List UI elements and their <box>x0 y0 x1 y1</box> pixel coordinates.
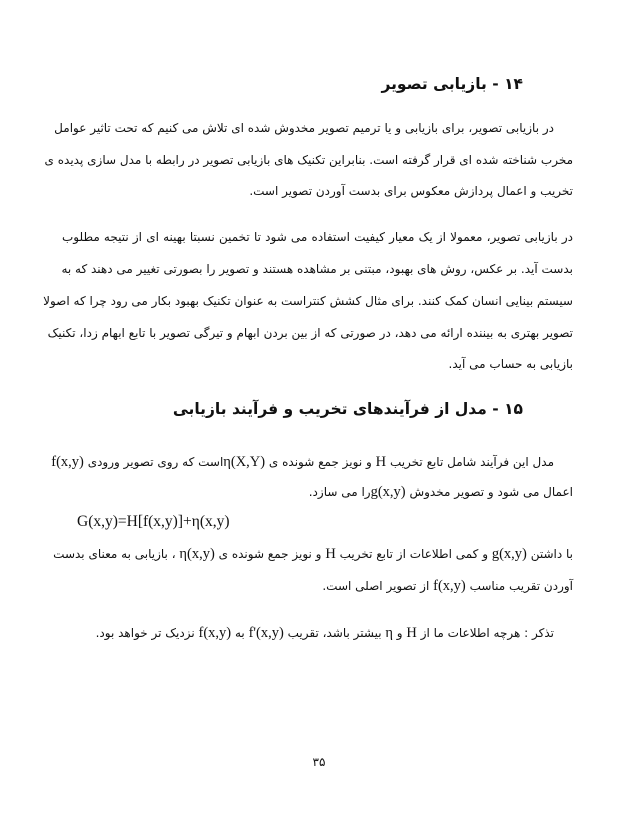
symbol-eta: η <box>385 625 393 641</box>
symbol-eta-xy: η(X,Y) <box>223 454 266 470</box>
text-fragment: را می سازد. <box>308 485 371 499</box>
section-15-p1-line-1 <box>51 454 554 470</box>
section-14-p2-line-3: سیستم بینایی انسان کمک کنند. برای مثال کشش کنتراست به عنوان تکنیک بهبود بکار می رود چرا که اصولا <box>43 294 573 308</box>
section-15-p2-line-1 <box>53 546 573 562</box>
symbol-g-xy: g(x,y) <box>491 546 527 562</box>
text-fragment: مدل این فرآیند شامل تابع تخریب <box>389 455 554 469</box>
symbol-f-prime-xy: f'(x,y) <box>248 625 284 641</box>
page-number: ۳۵ <box>312 755 326 769</box>
degradation-formula: G(x,y)=H[f(x,y)]+η(x,y) <box>77 513 230 530</box>
symbol-f-xy: f(x,y) <box>51 454 84 470</box>
text-fragment: آوردن تقریب مناسب <box>469 579 573 593</box>
section-14-p2-line-2: بدست آید. بر عکس، روش های بهبود، مبتنی بر مشاهده هستند و تصویر را بصورتی تغییر می دهند که به <box>61 262 573 276</box>
section-14-p2-line-5: بازیابی به حساب می آید. <box>448 357 573 371</box>
section-15-heading: ۱۵ - مدل از فرآیندهای تخریب و فرآیند بازیابی <box>172 400 523 418</box>
section-14-p2-line-1: در بازیابی تصویر، معمولا از یک معیار کیفیت استفاده می شود تا تخمین نسبتا بهینه ای از نتیجه مطلوب <box>62 230 573 244</box>
text-fragment: و نویز جمع شونده ی <box>218 547 322 561</box>
text-fragment: بیشتر باشد، تقریب <box>287 626 382 640</box>
symbol-f-xy: f(x,y) <box>433 578 466 594</box>
text-fragment: تذکر : هرچه اطلاعات ما از <box>420 626 554 640</box>
section-14-p2-line-4: تصویر بهتری به بیننده ارائه می دهد، در صورتی که از بین بردن ابهام و تیرگی تصویر با تابع ابهام زدا، تکنیک <box>47 326 573 340</box>
note-line <box>62 625 554 641</box>
text-fragment: ، بازیابی به معنای بدست <box>53 547 176 561</box>
section-15-p1-line-2 <box>62 484 573 500</box>
text-fragment: به <box>234 626 245 640</box>
text-fragment: نزدیک تر خواهد بود. <box>95 626 195 640</box>
text-fragment: اعمال می شود و تصویر مخدوش <box>409 485 573 499</box>
text-fragment: و کمی اطلاعات از تابع تخریب <box>339 547 488 561</box>
symbol-g-xy: g(x,y) <box>370 484 406 500</box>
text-fragment: و <box>396 626 403 640</box>
text-fragment: از تصویر اصلی است. <box>322 579 430 593</box>
symbol-f-xy: f(x,y) <box>198 625 232 641</box>
symbol-eta-xy: η(x,y) <box>179 546 215 562</box>
symbol-h: H <box>375 454 387 470</box>
section-14-p1-line-1: در بازیابی تصویر، برای بازیابی و یا ترمیم تصویر مخدوش شده ای تلاش می کنیم که تحت تاثیر عوامل <box>54 121 554 135</box>
section-14-p1-line-2: مخرب شناخته شده ای قرار گرفته است. بنابراین تکنیک های بازیابی تصویر در رابطه با مدل سازی پدیده ی <box>44 153 573 167</box>
section-15-p2-line-2 <box>62 578 573 594</box>
symbol-h: H <box>406 625 417 641</box>
section-14-p1-line-3: تخریب و اعمال پردازش معکوس برای بدست آوردن تصویر است. <box>249 184 573 198</box>
text-fragment: است که روی تصویر ورودی <box>87 455 224 469</box>
symbol-h: H <box>325 546 336 562</box>
text-fragment: با داشتن <box>530 547 573 561</box>
text-fragment: و نویز جمع شونده ی <box>268 455 372 469</box>
section-14-heading: ۱۴ - بازیابی تصویر <box>381 75 523 93</box>
